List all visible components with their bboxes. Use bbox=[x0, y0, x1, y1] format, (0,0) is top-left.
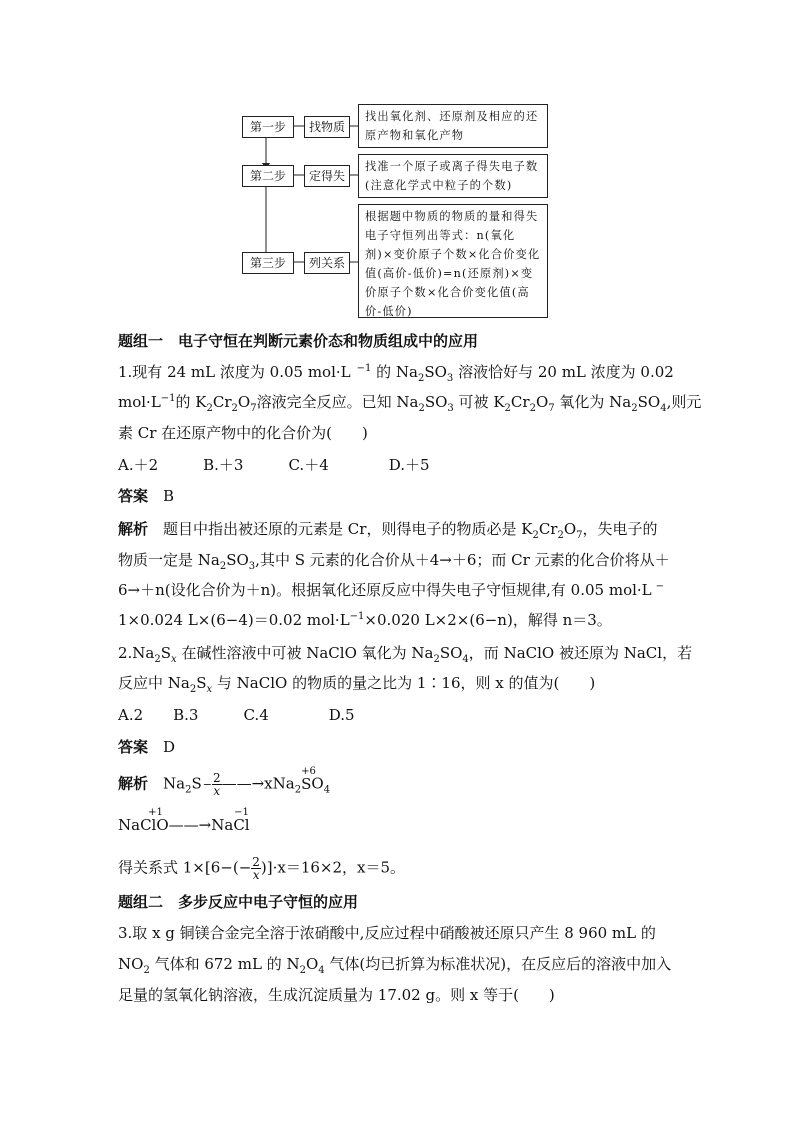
group-1-title: 题组一 电子守恒在判断元素价态和物质组成中的应用 bbox=[118, 332, 479, 350]
q2-eq-1: 解析 $Na_2S-$ $\frac{2}{x}$ ——→xNa$_2$S +6 $O_4$ bbox=[118, 765, 331, 798]
step-1-label: 第一步 bbox=[242, 116, 294, 138]
step-3-action: 列关系 bbox=[304, 252, 350, 274]
q3-line-3: 足量的氢氧化钠溶液，生成沉淀质量为 17.02 g。则 x 等于( ) bbox=[118, 986, 555, 1004]
q1-answer: 答案 B bbox=[118, 487, 175, 505]
q2-options: A.2 B.3 C.4 D.5 bbox=[118, 706, 355, 724]
q3-line-1: 3.取 x g 铜镁合金完全溶于浓硝酸中,反应过程中硝酸被还原只产生 8 960 mL 的 bbox=[118, 924, 656, 942]
step-2-action: 定得失 bbox=[304, 165, 350, 187]
q1-analysis-4: 1×0.024 L×(6−4)＝0.02 $mol\cdot L^{-1}\times 0.020$ L×2×(6−n)，解得 n＝3。 bbox=[118, 611, 612, 629]
step-2-label: 第二步 bbox=[242, 165, 294, 187]
q1-options: A.＋2 B.＋3 C.＋4 D.＋5 bbox=[118, 456, 430, 474]
group-2-title: 题组二 多步反应中电子守恒的应用 bbox=[118, 893, 359, 911]
q1-analysis-1: 解析 题目中指出被还原的元素是 Cr，则得电子的物质必是 $K_2Cr_2O_7$，失电子的 bbox=[118, 520, 658, 541]
q1-line-2: $mol\cdot L^{-1}$的 $K_2Cr_2O_7$溶液完全反应。已知 $Na_2SO_3$ 可被 $K_2Cr_2O_7$ 氧化为 $Na_2SO_4$,则元 bbox=[118, 393, 702, 414]
step-1-desc: 找出氧化剂、还原剂及相应的还原产物和氧化产物 bbox=[358, 104, 548, 148]
step-3-desc: 根据题中物质的物质的量和得失电子守恒列出等式：n(氧化剂)×变价原子个数×化合价变化值(高价-低价)=n(还原剂)×变价原子个数×化合价变化值(高价-低价) bbox=[358, 204, 548, 318]
q2-eq-frac: $\frac{2}{x}$ bbox=[212, 771, 221, 798]
q1-line-1: 1.现有 24 mL 浓度为 0.05 mol·L $^{-1}$ 的 $Na_2SO_3$ 溶液恰好与 20 mL 浓度为 0.02 bbox=[118, 363, 674, 384]
q3-line-2: $NO_2$ 气体和 672 mL 的 $N_2O_4$ 气体(均已折算为标准状况)，在反应后的溶液中加入 bbox=[118, 955, 672, 976]
q1-line-3: 素 Cr 在还原产物中的化合价为( ) bbox=[118, 424, 368, 442]
step-1-action: 找物质 bbox=[304, 116, 350, 138]
q1-analysis-3: 6→＋n(设化合价为＋n)。根据氧化还原反应中得失电子守恒规律,有 0.05 mol·L − bbox=[118, 581, 665, 599]
q2-eq-2: NaClO +1 ——→NaCl −1 bbox=[118, 807, 250, 834]
q2-relation: 得关系式 1×[6−(− $\frac{2}{x}$ )]·x＝16×2，x＝5。 bbox=[118, 855, 406, 882]
q2-answer: 答案 D bbox=[118, 738, 176, 756]
q2-line-2: 反应中 $Na_2S_x$ 与 NaClO 的物质的量之比为 1∶16，则 x 的值为( ) bbox=[118, 674, 596, 695]
q2-line-1: $2.Na_2S_x$ 在碱性溶液中可被 NaClO 氧化为 $Na_2SO_4$，而 NaClO 被还原为 NaCl，若 bbox=[118, 644, 693, 665]
step-2-desc: 找准一个原子或离子得失电子数(注意化学式中粒子的个数) bbox=[358, 154, 548, 198]
q1-analysis-2: 物质一定是 $Na_2SO_3$,其中 S 元素的化合价从＋4→＋6；而 Cr 元素的化合价将从＋ bbox=[118, 551, 670, 572]
step-3-label: 第三步 bbox=[242, 252, 294, 274]
